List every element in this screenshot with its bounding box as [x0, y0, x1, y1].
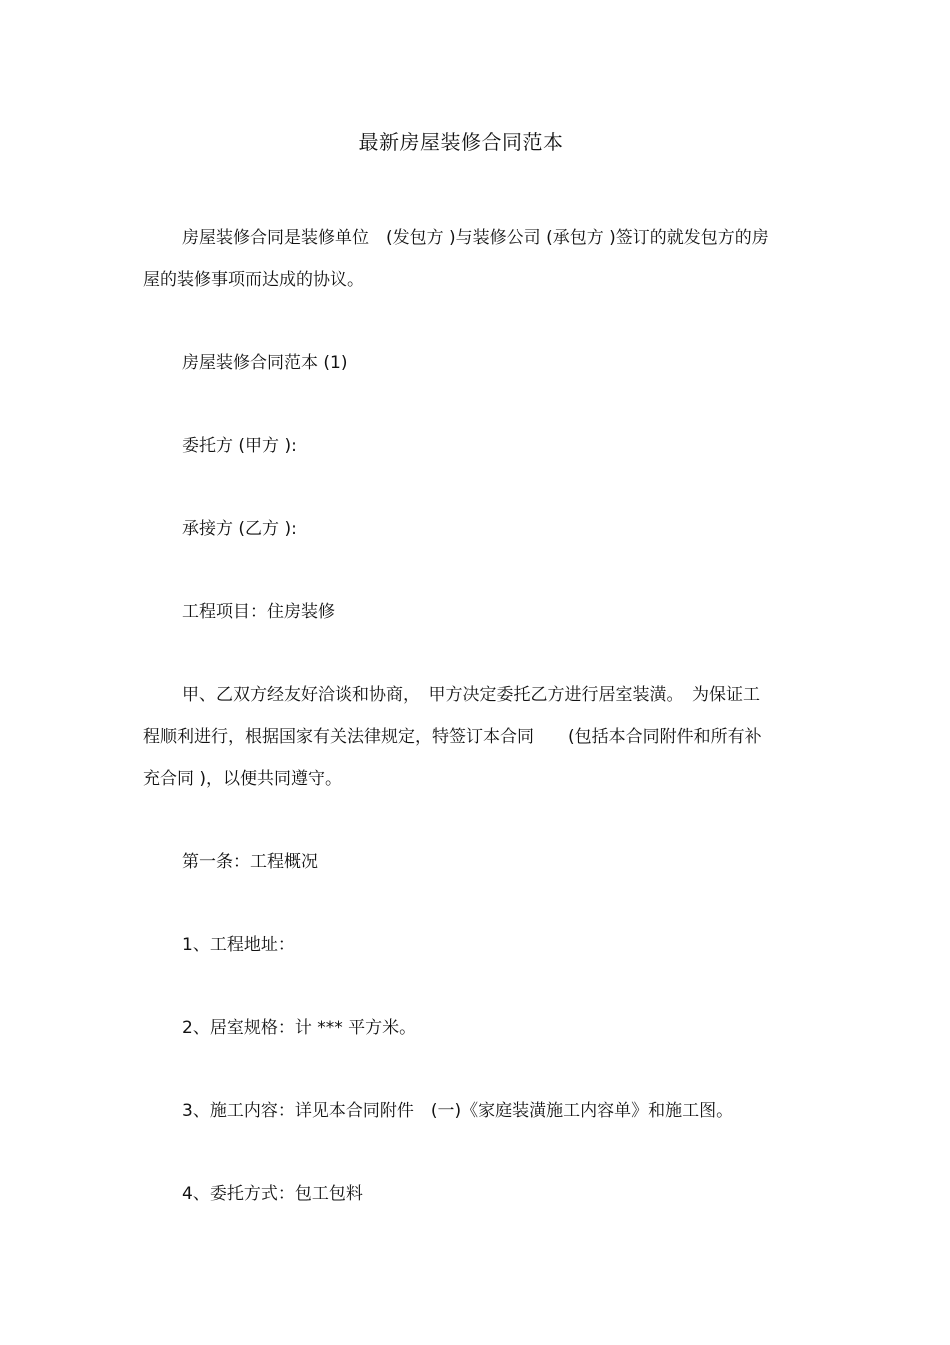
party-b-field: 承接方 (乙方 ):: [182, 519, 297, 539]
agreement-line-3: 充合同 )，以便共同遵守。: [143, 769, 343, 789]
item-1-address: 1、工程地址：: [182, 935, 295, 955]
agreement-line-2: 程顺利进行，根据国家有关法律规定，特签订本合同 (包括本合同附件和所有补: [143, 727, 762, 747]
agreement-line-1: 甲、乙双方经友好洽谈和协商， 甲方决定委托乙方进行居室装潢。 为保证工: [182, 685, 760, 705]
document-title: 最新房屋装修合同范本: [358, 130, 564, 154]
item-2-size: 2、居室规格：计 *** 平方米。: [182, 1018, 417, 1038]
project-field: 工程项目：住房装修: [182, 602, 335, 622]
item-3-content: 3、施工内容：详见本合同附件 (一)《家庭装潢施工内容单》和施工图。: [182, 1101, 734, 1121]
intro-line-1: 房屋装修合同是装修单位 (发包方 )与装修公司 (承包方 )签订的就发包方的房: [182, 228, 769, 248]
article-1-heading: 第一条：工程概况: [182, 852, 318, 872]
item-4-method: 4、委托方式：包工包料: [182, 1184, 363, 1204]
section-heading: 房屋装修合同范本 (1): [182, 353, 348, 373]
intro-line-2: 屋的装修事项而达成的协议。: [143, 270, 364, 290]
party-a-field: 委托方 (甲方 ):: [182, 436, 297, 456]
